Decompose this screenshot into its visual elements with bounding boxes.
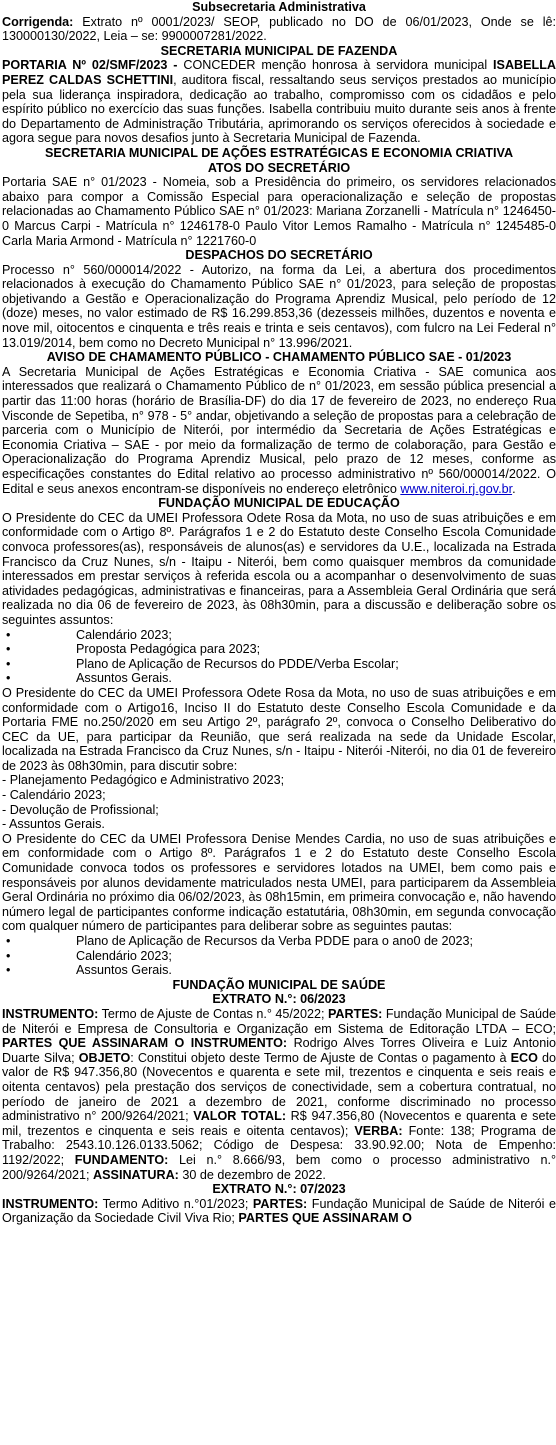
bullet-icon: •	[6, 671, 11, 686]
aviso-text: A Secretaria Municipal de Ações Estratégicas e Economia Criativa - SAE comunica aos interessados que realizará o Chamamento Público de n° 01/2023, em sessão pública presencial a partir das 11:00 horas (horário de Brasília-DF) do dia 17 de fevereiro de 2023, no endereço Rua Visconde de Sepetiba, n° 978 - 5° andar, objetivando a seleção de propostas para a celebração de parceria com o Município de Niterói, por intermédio da Secretaria de Ações Estratégicas e Economia Criativa – SAE - por meio da formalização de termo de colaboração, para Gestão e Operacionalização do Programa Aprendiz Musical, pelo prazo de 12 meses, conforme as especificações constantes do Edital relativo ao processo administrativo nº 560/000014/2022. O Edital e seus anexos encontram-se disponíveis no endereço eletrônico	[2, 364, 556, 496]
fme-convocacao-1: O Presidente do CEC da UMEI Professora Odete Rosa da Mota, no uso de suas atribuições e em conformidade com o Artigo 8º. Parágrafos 1 e 2 do Estatuto deste Conselho Escola Comunidade convoca professores(as), responsáveis de alunos(as) e servidores da U.E., localizada na Estrada Francisco da Cruz Nunes, s/n - Itaipu - Niterói, bem como quaisquer membros da comunidade interessados em prestar serviços à referida escola ou a acompanhar o desenvolvimento de suas atividades pedagógicas, administrativas e financeiras, para a Assembleia Geral Ordinária que será realizada no dia 06 de fevereiro de 2023, às 08h30min, para a discussão e deliberação sobre os seguintes assuntos:	[2, 510, 556, 627]
aviso-end: .	[512, 481, 516, 496]
list-item: • Plano de Aplicação de Recursos da Verba PDDE para o ano0 de 2023;	[6, 934, 473, 948]
extrato-06-label: ECO	[510, 1050, 538, 1065]
extrato-06-text: 30 de dezembro de 2022.	[178, 1167, 326, 1182]
subheading-extrato-07: EXTRATO N.°: 07/2023	[212, 1182, 346, 1197]
extrato-06-label: FUNDAMENTO:	[74, 1152, 169, 1167]
portaria-smf-name: ISABELLA PEREZ CALDAS SCHETTINI	[2, 58, 556, 87]
extrato-06-text: Fonte: 138; Programa de Trabalho: 2543.10.126.0133.5062; Código de Despesa: 33.90.92.00; Nota de Empenho: 1192/2022;	[2, 1123, 556, 1167]
portaria-smf-label: PORTARIA Nº 02/SMF/2023 -	[2, 58, 178, 73]
list-item: • Proposta Pedagógica para 2023;	[6, 642, 261, 657]
extrato-07-text: Termo Aditivo n.°01/2023;	[98, 1196, 253, 1211]
extrato-06-text: do valor de R$ 947.356,80 (Novecentos e quarenta e sete mil, trezentos e cinquenta e seis reais e oitenta centavos) pela prestação dos serviços de conectividade, sem a cobertura contratual, no período de janeiro de 2021 a dezembro de 2021, conforme discriminado no processo administrativo n° 200/9264/2021;	[2, 1050, 556, 1124]
extrato-06-text: : Constitui objeto deste Termo de Ajuste de Contas o pagamento à	[130, 1050, 511, 1065]
extrato-06-label: OBJETO	[78, 1050, 131, 1065]
extrato-06-label: ASSINATURA:	[93, 1167, 179, 1182]
list-item: - Calendário 2023;	[2, 788, 106, 803]
list-item: • Assuntos Gerais.	[6, 671, 172, 686]
list-item: - Devolução de Profissional;	[2, 802, 159, 817]
subheading-extrato-06: EXTRATO N.°: 06/2023	[212, 992, 346, 1007]
subheading-aviso: AVISO DE CHAMAMENTO PÚBLICO - CHAMAMENTO PÚBLICO SAE - 01/2023	[46, 350, 512, 365]
section-heading-fazenda: SECRETARIA MUNICIPAL DE FAZENDA	[160, 43, 398, 58]
bullet-icon: •	[6, 627, 11, 642]
section-heading-sae: SECRETARIA MUNICIPAL DE AÇÕES ESTRATÉGICAS E ECONOMIA CRIATIVA	[44, 145, 514, 160]
extrato-06-paragraph	[2, 1007, 556, 1182]
extrato-07-label: PARTES QUE ASSINARAM O	[238, 1211, 412, 1226]
corrigenda-label: Corrigenda:	[2, 14, 74, 29]
subheading-despachos: DESPACHOS DO SECRETÁRIO	[185, 248, 373, 263]
fme-agenda-list-3	[2, 934, 556, 978]
fme-convocacao-2: O Presidente do CEC da UMEI Professora Odete Rosa da Mota, no uso de suas atribuições e em conformidade com o Artigo16, Inciso II do Estatuto deste Conselho Escola Comunidade e da Portaria FME no.250/2020 em seu Artigo 2º, parágrafo 2º, convoca o Conselho Deliberativo do CEC da UE, para participar da Reunião, que será realizada na sede da Unidade Escolar, localizada na Estrada Francisco da Cruz Nunes, s/n - Itaipu - Niterói -Niterói, no dia 01 de fevereiro de 2023 às 08h30min, para discutir sobre:	[2, 685, 556, 773]
list-item: • Assuntos Gerais.	[6, 963, 172, 978]
extrato-06-text: R$ 947.356,80 (Novecentos e quarenta e sete mil, trezentos e cinquenta e seis reais e oitenta centavos);	[2, 1109, 556, 1138]
portaria-smf-text-1: CONCEDER menção honrosa à servidora municipal	[177, 58, 494, 73]
list-item: - Planejamento Pedagógico e Administrativo 2023;	[2, 773, 285, 788]
corrigenda-paragraph	[2, 15, 556, 44]
list-item: • Calendário 2023;	[6, 627, 172, 642]
extrato-06-text: Fundação Municipal de Saúde de Niterói e Empresa de Consultoria e Organização em Sistema de Editoração LTDA – ECO;	[2, 1006, 556, 1036]
extrato-06-label: PARTES QUE ASSINARAM O INSTRUMENTO:	[2, 1036, 288, 1051]
section-heading-fms: FUNDAÇÃO MUNICIPAL DE SAÚDE	[172, 977, 386, 992]
list-item: • Calendário 2023;	[6, 948, 172, 963]
section-heading-subsecretaria: Subsecretaria Administrativa	[192, 0, 366, 14]
list-item: • Plano de Aplicação de Recursos do PDDE/Verba Escolar;	[6, 656, 399, 671]
portaria-sae-paragraph: Portaria SAE n° 01/2023 - Nomeia, sob a Presidência do primeiro, os servidores relacionados abaixo para compor a Comissão Especial para operacionalização e seleção de propostas relacionadas ao Chamamento Público SAE n° 01/2023: Mariana Zorzanelli - Matrícula n° 1246450-0 Marcus Carpi - Matrícula n° 1246178-0 Paulo Vitor Lemos Ramalho - Matrícula n° 1245485-0 Carla Maria Armond - Matrícula n° 1221760-0	[2, 175, 556, 248]
corrigenda-text: Extrato nº 0001/2023/ SEOP, publicado no DO de 06/01/2023, Onde se lê: 130000130/2022, Leia – se: 9900007281/2022.	[2, 14, 556, 44]
extrato-06-label: VALOR TOTAL:	[193, 1109, 287, 1124]
list-item: - Assuntos Gerais.	[2, 817, 105, 832]
fme-agenda-list-1	[2, 628, 556, 686]
extrato-06-text: Rodrigo Alves Torres Oliveira e Luiz Antonio Duarte Silva;	[2, 1036, 556, 1065]
bullet-icon: •	[6, 642, 11, 657]
aviso-paragraph	[2, 365, 556, 496]
extrato-07-paragraph	[2, 1197, 556, 1226]
extrato-06-label: INSTRUMENTO:	[2, 1006, 99, 1021]
bullet-icon: •	[6, 656, 11, 671]
despacho-paragraph: Processo n° 560/000014/2022 - Autorizo, na forma da Lei, a abertura dos procedimentos relacionados à execução do Chamamento Público SAE n° 01/2023, para seleção de propostas objetivando a Gestão e Operacionalização do Programa Aprendiz Musical, pelo período de 12 (doze) meses, no valor estimado de R$ 16.299.853,36 (dezesseis milhões, duzentos e noventa e nove mil, oitocentos e cinquenta e três reais e trinta e seis centavos), com fulcro na Lei Federal n° 13.019/2014, bem como no Decreto Municipal n° 13.996/2021.	[2, 262, 556, 350]
portaria-smf-paragraph	[2, 58, 556, 146]
bullet-icon: •	[6, 948, 11, 963]
extrato-07-text: Fundação Municipal de Saúde de Niterói e Organização da Sociedade Civil Viva Rio;	[2, 1196, 556, 1226]
fme-convocacao-3: O Presidente do CEC da UMEI Professora Denise Mendes Cardia, no uso de suas atribuições e em conformidade com o Artigo 8º. Parágrafos 1 e 2 do Estatuto deste Conselho Escola Comunidade convoca todos os professores e servidores lotados na UMEI, bem como pais e responsáveis por alunos devidamente matriculados nesta UMEI, para participarem da Assembleia Geral Ordinária no próximo dia 06/02/2023, às 08h15min, em primeira convocação e, não havendo número legal de participantes conforme indicação estatutária, 08h30min, em segunda convocação com qualquer número de participantes para deliberar sobre as seguintes pautas:	[2, 831, 556, 934]
extrato-06-label: PARTES:	[327, 1006, 383, 1021]
portaria-smf-text-2: , auditora fiscal, ressaltando seus serviços prestados ao município pela sua liderança inspiradora, dedicação ao trabalho, compromisso com os cidadãos e pelo espírito público no exercício das suas funções. Isabella contribuiu muito durante seis anos à frente do Departamento de Administração Tributária, aprimorando os serviços oferecidos à sociedade e agora segue para novos desafios junto à Secretaria Municipal de Fazenda.	[2, 72, 556, 146]
niteroi-site-link[interactable]: www.niteroi.rj.gov.br	[400, 481, 513, 496]
extrato-07-label: PARTES:	[252, 1196, 308, 1211]
extrato-07-label: INSTRUMENTO:	[2, 1196, 99, 1211]
section-heading-fme: FUNDAÇÃO MUNICIPAL DE EDUCAÇÃO	[158, 496, 400, 511]
bullet-icon: •	[6, 934, 11, 948]
extrato-06-label: VERBA:	[354, 1123, 403, 1138]
subheading-atos: ATOS DO SECRETÁRIO	[207, 160, 351, 175]
extrato-06-text: Lei n.° 8.666/93, bem como o processo administrativo n.° 200/9264/2021;	[2, 1152, 556, 1182]
extrato-06-text: Termo de Ajuste de Contas n.° 45/2022;	[98, 1006, 328, 1021]
bullet-icon: •	[6, 963, 11, 978]
